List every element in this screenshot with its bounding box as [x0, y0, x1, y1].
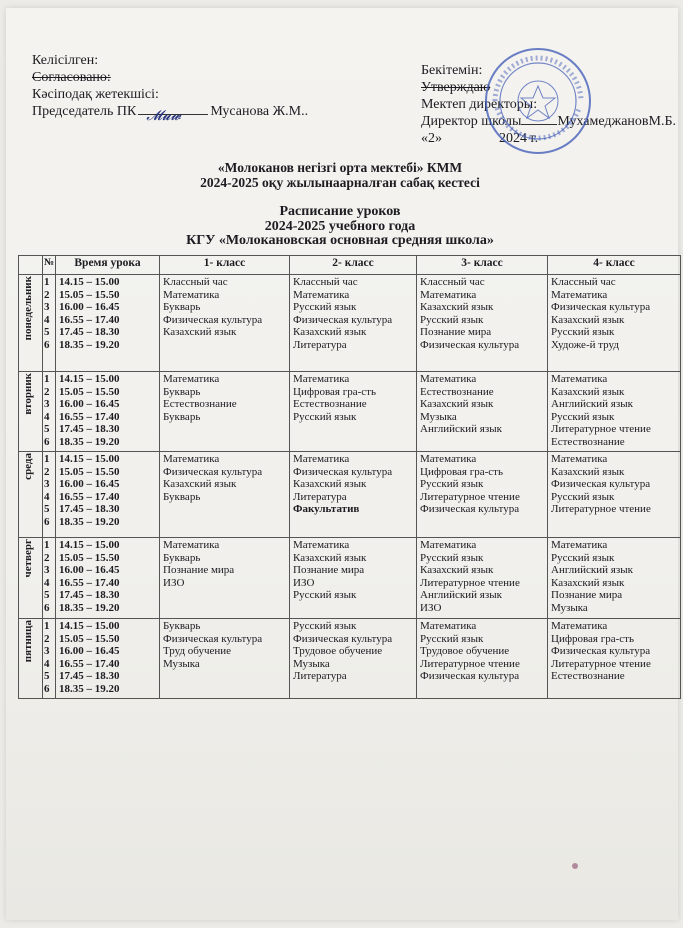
- class-1-subjects-line: Классный час: [163, 276, 228, 288]
- class-2-subjects-line: Естествознание: [293, 398, 367, 410]
- class-2-subjects-line: Математика: [293, 288, 350, 301]
- lesson-times-line: 18.35 – 19.20: [59, 515, 120, 528]
- lesson-numbers: [43, 452, 56, 538]
- class-3-subjects-line: Цифровая гра-сть: [420, 465, 503, 478]
- class-1-subjects-line: [163, 589, 286, 602]
- signature-left: 𝓜𝓾𝔀: [138, 114, 208, 115]
- class-4-subjects-line: Казахский язык: [551, 385, 625, 398]
- approve-kz: Бекітемін:: [421, 63, 483, 78]
- class-2-subjects-line: Математика: [293, 539, 350, 551]
- lesson-times-line: 14.15 – 15.00: [59, 276, 120, 288]
- day-label: среда: [22, 453, 34, 480]
- class-1-subjects-line: Букварь: [163, 620, 201, 632]
- lesson-numbers-line: 1: [44, 276, 50, 288]
- lesson-numbers-line: 2: [44, 551, 50, 564]
- class-3-subjects-line: [420, 516, 544, 529]
- lesson-numbers-line: 4: [44, 490, 50, 503]
- lesson-times-line: 16.55 – 17.40: [59, 576, 120, 589]
- class-3-subjects: [417, 372, 548, 452]
- lesson-numbers-line: 4: [44, 657, 50, 670]
- lesson-times-line: 15.05 – 15.50: [59, 385, 120, 398]
- lesson-numbers-line: 5: [44, 503, 50, 515]
- title-kz-line1: «Молоканов негізгі орта мектебі» КММ: [217, 160, 463, 175]
- director-title: Директор школы: [421, 114, 522, 129]
- class-4-subjects-line: Музыка: [551, 601, 588, 614]
- class-2-subjects: [290, 275, 417, 372]
- class-4-subjects-line: Русский язык: [551, 410, 615, 423]
- lesson-numbers-line: 4: [44, 313, 50, 326]
- class-3-subjects-line: Познание мира: [420, 326, 492, 338]
- class-3-subjects-line: [420, 683, 544, 696]
- class-4-subjects-line: Русский язык: [551, 490, 615, 503]
- class-1-subjects-line: Казахский язык: [163, 478, 237, 490]
- class-2-subjects-line: Математика: [293, 453, 350, 465]
- class-4-subjects-line: Казахский язык: [551, 576, 625, 589]
- class-4-subjects-line: Английский язык: [551, 564, 633, 576]
- lesson-numbers-line: 6: [44, 338, 50, 351]
- class-3-subjects-line: Казахский язык: [420, 564, 494, 576]
- title-ru-line2: 2024-2025 учебного года: [264, 218, 416, 234]
- lesson-times: [56, 619, 160, 699]
- class-3-subjects-line: Физическая культура: [420, 503, 520, 515]
- class-1-subjects-line: Букварь: [163, 385, 201, 398]
- class-3-subjects: [417, 619, 548, 699]
- class-3-subjects-line: Литературное чтение: [420, 490, 520, 503]
- table-row: [19, 619, 681, 699]
- school-stamp-icon: [483, 46, 593, 156]
- class-1-subjects: [160, 452, 290, 538]
- class-4-subjects-line: Художе-й труд: [551, 338, 619, 351]
- lesson-numbers-line: 5: [44, 326, 50, 338]
- class-2-subjects-line: [293, 436, 413, 449]
- lesson-numbers: [43, 619, 56, 699]
- class-3-subjects-line: Физическая культура: [420, 338, 520, 351]
- class-2-subjects-line: Казахский язык: [293, 551, 367, 564]
- class-4-subjects-line: [551, 516, 677, 529]
- lesson-numbers-line: 4: [44, 576, 50, 589]
- lesson-times-line: 14.15 – 15.00: [59, 620, 120, 632]
- class-4-subjects-line: Математика: [551, 620, 608, 632]
- lesson-numbers-line: 6: [44, 515, 50, 528]
- lesson-times-line: 16.00 – 16.45: [59, 398, 120, 410]
- class-2-subjects-line: Литература: [293, 490, 347, 503]
- class-2-subjects-line: ИЗО: [293, 576, 315, 589]
- header-time: Время урока: [56, 256, 160, 275]
- class-4-subjects-line: Естествознание: [551, 670, 625, 682]
- lesson-numbers-line: 2: [44, 632, 50, 645]
- union-head-ru: [32, 103, 309, 124]
- class-3-subjects-line: Русский язык: [420, 632, 484, 645]
- class-1-subjects-line: Математика: [163, 453, 220, 465]
- class-3-subjects-line: ИЗО: [420, 601, 442, 614]
- header-class-1: 1- класс: [160, 256, 290, 275]
- lesson-numbers-line: 1: [44, 373, 50, 385]
- header-class-3: 3- класс: [417, 256, 548, 275]
- class-2-subjects-line: Русский язык: [293, 589, 357, 601]
- class-1-subjects-line: Казахский язык: [163, 326, 237, 338]
- class-1-subjects-line: Физическая культура: [163, 465, 263, 478]
- class-1-subjects-line: Букварь: [163, 410, 201, 423]
- header-blank: [19, 256, 43, 275]
- class-4-subjects-line: Цифровая гра-сть: [551, 632, 634, 645]
- lesson-numbers-line: 6: [44, 682, 50, 695]
- lesson-times-line: 14.15 – 15.00: [59, 539, 120, 551]
- class-1-subjects-line: [163, 516, 286, 529]
- class-2-subjects: [290, 372, 417, 452]
- class-4-subjects: [548, 452, 681, 538]
- lesson-times: [56, 275, 160, 372]
- class-1-subjects: [160, 619, 290, 699]
- lesson-numbers-line: 2: [44, 288, 50, 301]
- table-row: [19, 538, 681, 619]
- lesson-times-line: 16.00 – 16.45: [59, 478, 120, 490]
- day-cell: [19, 619, 43, 699]
- lesson-times-line: 17.45 – 18.30: [59, 423, 120, 435]
- class-3-subjects-line: Математика: [420, 620, 477, 632]
- class-2-subjects-line: Классный час: [293, 276, 358, 288]
- class-4-subjects-line: Английский язык: [551, 398, 633, 410]
- class-4-subjects-line: [551, 683, 677, 696]
- class-4-subjects: [548, 372, 681, 452]
- class-2-subjects: [290, 452, 417, 538]
- lesson-numbers-line: 3: [44, 564, 50, 576]
- class-2-subjects-line: Физическая культура: [293, 313, 393, 326]
- director-kz: Мектеп директоры:: [421, 97, 538, 112]
- class-3-subjects-line: Физическая культура: [420, 670, 520, 682]
- class-3-subjects-line: Классный час: [420, 276, 485, 288]
- lesson-times-line: 17.45 – 18.30: [59, 326, 120, 338]
- title-kz-line2: 2024-2025 оқу жылынаарналған сабақ кестесі: [200, 175, 480, 190]
- class-1-subjects-line: [163, 436, 286, 449]
- lesson-numbers-line: 3: [44, 478, 50, 490]
- table-row: [19, 372, 681, 452]
- lesson-numbers-line: 2: [44, 465, 50, 478]
- lesson-times: [56, 538, 160, 619]
- class-2-subjects-line: [293, 516, 413, 529]
- day-cell: [19, 275, 43, 372]
- schedule-table: [18, 255, 681, 699]
- lesson-times-line: 18.35 – 19.20: [59, 435, 120, 448]
- day-label: четверг: [22, 539, 34, 578]
- header-number: №: [43, 256, 56, 275]
- table-header-row: [19, 256, 681, 275]
- lesson-numbers-line: 6: [44, 435, 50, 448]
- class-3-subjects-line: Литературное чтение: [420, 657, 520, 670]
- class-4-subjects-line: Физическая культура: [551, 478, 651, 490]
- class-3-subjects-line: Математика: [420, 453, 477, 465]
- class-4-subjects-line: Математика: [551, 539, 608, 551]
- class-1-subjects-line: [163, 602, 286, 615]
- class-3-subjects-line: Русский язык: [420, 551, 484, 564]
- day-cell: [19, 372, 43, 452]
- class-4-subjects: [548, 275, 681, 372]
- agreed-kz: Келісілген:: [32, 53, 99, 68]
- class-4-subjects-line: Русский язык: [551, 326, 615, 338]
- class-2-subjects-line: Русский язык: [293, 410, 357, 423]
- lesson-times-line: 18.35 – 19.20: [59, 601, 120, 614]
- class-2-subjects-line: Факультатив: [293, 503, 360, 515]
- class-1-subjects-line: Познание мира: [163, 564, 235, 576]
- lesson-numbers-line: 3: [44, 398, 50, 410]
- class-3-subjects-line: Музыка: [420, 410, 457, 423]
- approval-day: «2»: [421, 131, 442, 146]
- lesson-times-line: 15.05 – 15.50: [59, 288, 120, 301]
- class-4-subjects-line: Физическая культура: [551, 645, 651, 657]
- class-4-subjects-line: Литературное чтение: [551, 657, 651, 670]
- class-2-subjects-line: [293, 683, 413, 696]
- union-head-title: Председатель ПК: [32, 104, 137, 119]
- class-3-subjects-line: Литературное чтение: [420, 576, 520, 589]
- day-label: понедельник: [22, 276, 34, 341]
- lesson-times-line: 15.05 – 15.50: [59, 551, 120, 564]
- class-3-subjects-line: [420, 436, 544, 449]
- class-3-subjects-line: Математика: [420, 539, 477, 551]
- class-1-subjects-line: Естествознание: [163, 398, 237, 410]
- class-1-subjects: [160, 538, 290, 619]
- class-1-subjects-line: Музыка: [163, 657, 200, 670]
- class-1-subjects-line: [163, 423, 286, 436]
- class-4-subjects: [548, 538, 681, 619]
- class-2-subjects-line: Цифровая гра-сть: [293, 385, 376, 398]
- class-1-subjects-line: [163, 339, 286, 352]
- lesson-times-line: 14.15 – 15.00: [59, 373, 120, 385]
- class-2-subjects-line: Русский язык: [293, 620, 357, 632]
- class-2-subjects-line: [293, 602, 413, 615]
- class-3-subjects: [417, 452, 548, 538]
- day-label: пятница: [22, 620, 34, 663]
- lesson-numbers: [43, 538, 56, 619]
- class-4-subjects-line: Русский язык: [551, 551, 615, 564]
- ink-mark: [572, 863, 578, 869]
- class-2-subjects-line: Литература: [293, 670, 347, 682]
- lesson-numbers-line: 1: [44, 539, 50, 551]
- day-label: вторник: [22, 373, 34, 415]
- class-4-subjects-line: Естествознание: [551, 435, 625, 448]
- class-3-subjects-line: Английский язык: [420, 589, 502, 601]
- class-4-subjects-line: Классный час: [551, 276, 616, 288]
- title-kazakh: [190, 160, 490, 190]
- lesson-times-line: 16.00 – 16.45: [59, 301, 120, 313]
- director-name: МухамеджановМ.Б.: [557, 114, 677, 129]
- lesson-numbers-line: 1: [44, 620, 50, 632]
- class-1-subjects-line: ИЗО: [163, 576, 185, 589]
- lesson-times-line: 17.45 – 18.30: [59, 670, 120, 682]
- union-head-kz: Кәсіподақ жетекшісі:: [32, 87, 159, 102]
- class-4-subjects-line: Математика: [551, 453, 608, 465]
- class-1-subjects-line: Букварь: [163, 490, 201, 503]
- lesson-times-line: 16.55 – 17.40: [59, 313, 120, 326]
- class-2-subjects-line: Познание мира: [293, 564, 365, 576]
- class-4-subjects-line: Литературное чтение: [551, 503, 651, 515]
- table-row: [19, 452, 681, 538]
- header-class-4: 4- класс: [548, 256, 681, 275]
- lesson-times-line: 18.35 – 19.20: [59, 338, 120, 351]
- class-3-subjects-line: Английский язык: [420, 423, 502, 435]
- lesson-times-line: 16.55 – 17.40: [59, 410, 120, 423]
- class-3-subjects: [417, 538, 548, 619]
- lesson-numbers-line: 4: [44, 410, 50, 423]
- class-4-subjects-line: Литературное чтение: [551, 423, 651, 435]
- class-3-subjects-line: Казахский язык: [420, 301, 494, 313]
- class-1-subjects-line: Физическая культура: [163, 632, 263, 645]
- lesson-numbers-line: 5: [44, 423, 50, 435]
- class-2-subjects: [290, 538, 417, 619]
- class-4-subjects-line: Математика: [551, 288, 608, 301]
- lesson-numbers-line: 5: [44, 589, 50, 601]
- lesson-numbers-line: 1: [44, 453, 50, 465]
- agreed-ru: Согласовано:: [32, 70, 111, 85]
- lesson-numbers-line: 5: [44, 670, 50, 682]
- class-3-subjects-line: Казахский язык: [420, 398, 494, 410]
- class-4-subjects: [548, 619, 681, 699]
- approval-left-block: [32, 52, 309, 124]
- class-3-subjects: [417, 275, 548, 372]
- lesson-numbers-line: 6: [44, 601, 50, 614]
- class-2-subjects-line: Трудовое обучение: [293, 645, 383, 657]
- class-2-subjects-line: Физическая культура: [293, 632, 393, 645]
- class-1-subjects-line: Математика: [163, 373, 220, 385]
- lesson-numbers-line: 3: [44, 301, 50, 313]
- class-2-subjects-line: Русский язык: [293, 301, 357, 313]
- lesson-times-line: 18.35 – 19.20: [59, 682, 120, 695]
- class-1-subjects-line: [163, 503, 286, 516]
- class-3-subjects-line: Математика: [420, 373, 477, 385]
- day-cell: [19, 538, 43, 619]
- lesson-times-line: 16.00 – 16.45: [59, 564, 120, 576]
- class-3-subjects-line: Естествознание: [420, 385, 494, 398]
- class-3-subjects-line: Русский язык: [420, 313, 484, 326]
- class-1-subjects-line: Математика: [163, 539, 220, 551]
- class-2-subjects-line: Литература: [293, 338, 347, 351]
- lesson-numbers: [43, 275, 56, 372]
- approval-year: 2024 г.: [499, 131, 539, 146]
- title-russian: [150, 205, 530, 249]
- class-2-subjects-line: Физическая культура: [293, 465, 393, 478]
- approve-ru: Утверждаю: [421, 80, 491, 95]
- class-4-subjects-line: Математика: [551, 373, 608, 385]
- class-4-subjects-line: Казахский язык: [551, 465, 625, 478]
- union-head-name: Мусанова Ж.М..: [210, 104, 309, 119]
- lesson-numbers-line: 2: [44, 385, 50, 398]
- title-ru-line1: Расписание уроков: [279, 204, 401, 219]
- class-4-subjects-line: Казахский язык: [551, 313, 625, 326]
- lesson-times-line: 16.55 – 17.40: [59, 490, 120, 503]
- lesson-times: [56, 452, 160, 538]
- lesson-times-line: 16.00 – 16.45: [59, 645, 120, 657]
- class-1-subjects-line: Математика: [163, 288, 220, 301]
- class-1-subjects-line: [163, 683, 286, 696]
- lesson-times-line: 15.05 – 15.50: [59, 632, 120, 645]
- class-2-subjects-line: [293, 423, 413, 436]
- class-3-subjects-line: Математика: [420, 288, 477, 301]
- lesson-times-line: 15.05 – 15.50: [59, 465, 120, 478]
- lesson-times-line: 17.45 – 18.30: [59, 503, 120, 515]
- lesson-times-line: 17.45 – 18.30: [59, 589, 120, 601]
- class-3-subjects-line: Трудовое обучение: [420, 645, 510, 657]
- lesson-times-line: 14.15 – 15.00: [59, 453, 120, 465]
- class-2-subjects-line: Музыка: [293, 657, 330, 670]
- header-class-2: 2- класс: [290, 256, 417, 275]
- lesson-numbers-line: 3: [44, 645, 50, 657]
- class-2-subjects: [290, 619, 417, 699]
- class-1-subjects-line: Физическая культура: [163, 313, 263, 326]
- class-4-subjects-line: Физическая культура: [551, 301, 651, 313]
- class-2-subjects-line: Казахский язык: [293, 478, 367, 490]
- class-1-subjects: [160, 372, 290, 452]
- class-1-subjects-line: Букварь: [163, 301, 201, 313]
- class-1-subjects-line: Труд обучение: [163, 645, 232, 657]
- lesson-numbers: [43, 372, 56, 452]
- class-1-subjects: [160, 275, 290, 372]
- class-4-subjects-line: Познание мира: [551, 589, 623, 601]
- day-cell: [19, 452, 43, 538]
- title-ru-line3: КГУ «Молокановская основная средняя школа»: [186, 233, 494, 248]
- class-2-subjects-line: Казахский язык: [293, 326, 367, 338]
- class-1-subjects-line: Букварь: [163, 551, 201, 564]
- lesson-times: [56, 372, 160, 452]
- class-3-subjects-line: Русский язык: [420, 478, 484, 490]
- class-1-subjects-line: [163, 670, 286, 683]
- table-row: [19, 275, 681, 372]
- class-2-subjects-line: Математика: [293, 373, 350, 385]
- lesson-times-line: 16.55 – 17.40: [59, 657, 120, 670]
